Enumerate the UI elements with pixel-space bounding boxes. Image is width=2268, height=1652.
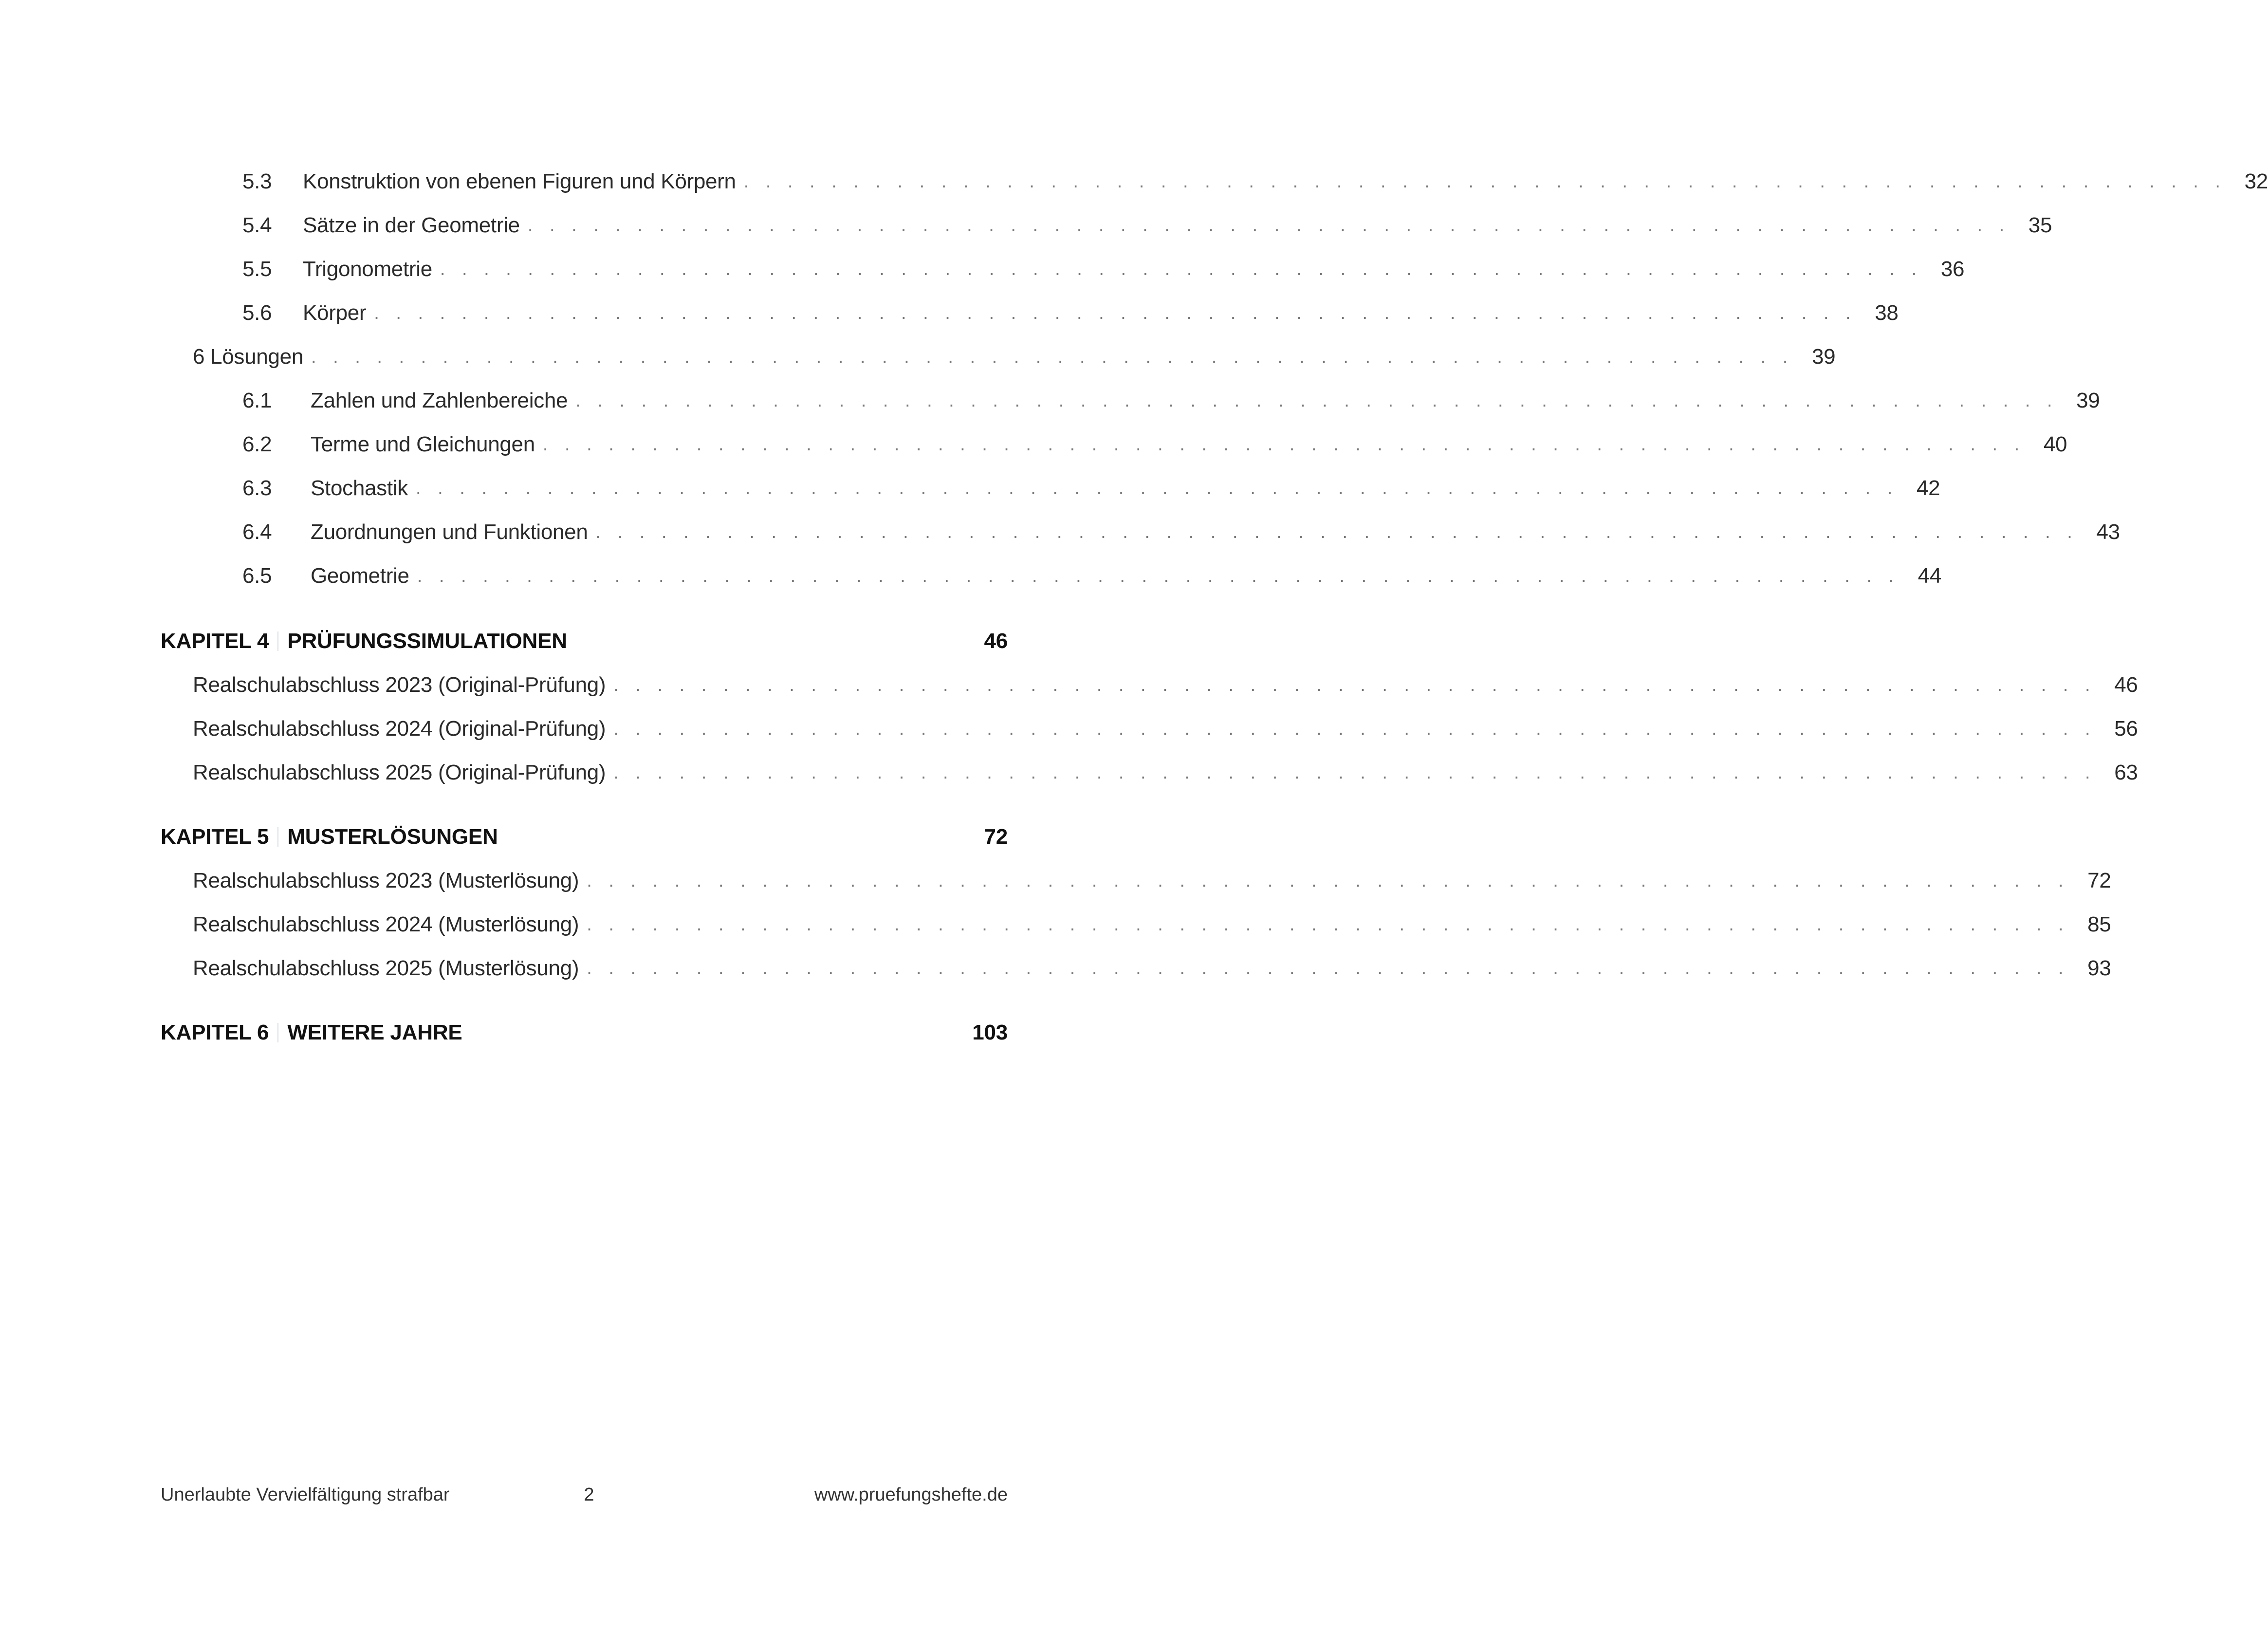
- toc-entry-title: Realschulabschluss 2023 (Original-Prüfung): [193, 673, 606, 697]
- toc-leader-dots: . . . . . . . . . . . . . . . . . . . . . . . . . . . . . . . . . . . . . . . . . . . . . . . . . . . . . . . . . . . . . . . . . . . .: [527, 215, 2010, 236]
- toc-entry-title: Stochastik: [311, 476, 408, 500]
- toc-entry-page: 42: [1916, 476, 1940, 500]
- toc-entry-kap5-2024[interactable]: [193, 903, 2111, 947]
- toc-entry-title: Trigonometrie: [303, 257, 432, 281]
- toc-entry-6-4[interactable]: [242, 510, 2120, 554]
- toc-leader-dots: . . . . . . . . . . . . . . . . . . . . . . . . . . . . . . . . . . . . . . . . . . . . . . . . . . . . . . . . . . . . . . . . . . . .: [587, 870, 2069, 891]
- toc-entry-number: 5.4: [242, 213, 272, 237]
- toc-entry-number: 5.6: [242, 301, 272, 325]
- toc-entry-kap4-2023[interactable]: [193, 663, 2138, 707]
- toc-entry-page: 36: [1940, 257, 1965, 281]
- toc-leader-dots: . . . . . . . . . . . . . . . . . . . . . . . . . . . . . . . . . . . . . . . . . . . . . . . . . . . . . . . . . . . . . . . . . . . .: [613, 674, 2096, 695]
- toc-entry-page: 35: [2028, 213, 2052, 237]
- footer-website-link[interactable]: www.pruefungshefte.de: [814, 1485, 1008, 1505]
- toc-entry-kap5-2025[interactable]: [193, 947, 2111, 990]
- toc-entry-page: 93: [2087, 956, 2111, 980]
- toc-entry-number: 6.4: [242, 520, 272, 544]
- toc-entry-page: 44: [1918, 564, 1941, 588]
- toc-entry-page: 40: [2043, 432, 2067, 456]
- chapter-title: PRÜFUNGSSIMULATIONEN: [287, 629, 567, 653]
- toc-entry-page: 43: [2096, 520, 2120, 544]
- toc-leader-dots: . . . . . . . . . . . . . . . . . . . . . . . . . . . . . . . . . . . . . . . . . . . . . . . . . . . . . . . . . . . . . . . . . . . .: [587, 958, 2069, 979]
- chapter-page: 72: [984, 825, 1008, 849]
- footer-copyright-notice: Unerlaubte Vervielfältigung strafbar: [161, 1485, 450, 1505]
- chapter-page: 103: [972, 1021, 1008, 1044]
- toc-entry-6-loesungen[interactable]: [193, 335, 1836, 379]
- toc-entry-page: 39: [1811, 345, 1836, 369]
- chapter-separator: [277, 631, 278, 651]
- toc-leader-dots: . . . . . . . . . . . . . . . . . . . . . . . . . . . . . . . . . . . . . . . . . . . . . . . . . . . . . . . . . . . . . . . . . . . .: [417, 565, 1899, 586]
- chapter-title: MUSTERLÖSUNGEN: [287, 825, 498, 849]
- toc-leader-dots: . . . . . . . . . . . . . . . . . . . . . . . . . . . . . . . . . . . . . . . . . . . . . . . . . . . . . . . . . . . . . . . . . . . .: [542, 434, 2026, 455]
- toc-entry-5-4[interactable]: [242, 204, 2052, 247]
- chapter-label: KAPITEL 4: [161, 629, 269, 653]
- toc-entry-number: 6.5: [242, 564, 272, 588]
- toc-entry-number: 6.1: [242, 389, 272, 412]
- toc-entry-title: Realschulabschluss 2024 (Original-Prüfung): [193, 717, 606, 741]
- toc-entry-title: Zuordnungen und Funktionen: [311, 520, 588, 544]
- toc-entry-title: Körper: [303, 301, 367, 325]
- toc-entry-title: 6 Lösungen: [193, 345, 303, 369]
- toc-entry-kap4-2024[interactable]: [193, 707, 2138, 751]
- toc-leader-dots: . . . . . . . . . . . . . . . . . . . . . . . . . . . . . . . . . . . . . . . . . . . . . . . . . . . . . . . . . . . . . . . . . . . .: [613, 718, 2096, 739]
- toc-leader-dots: . . . . . . . . . . . . . . . . . . . . . . . . . . . . . . . . . . . . . . . . . . . . . . . . . . . . . . . . . . . . . . . . . . . .: [575, 390, 2058, 411]
- chapter-heading-6[interactable]: [161, 1011, 1008, 1055]
- toc-entry-kap5-2023[interactable]: [193, 859, 2111, 903]
- toc-entry-title: Realschulabschluss 2023 (Musterlösung): [193, 869, 579, 892]
- toc-entry-5-5[interactable]: [242, 247, 1965, 291]
- chapter-heading-5[interactable]: [161, 815, 1008, 859]
- toc-entry-5-3[interactable]: [242, 160, 2268, 204]
- toc-entry-number: 6.2: [242, 432, 272, 456]
- toc-entry-title: Realschulabschluss 2025 (Original-Prüfung): [193, 761, 606, 784]
- toc-entry-5-6[interactable]: [242, 291, 1899, 335]
- toc-entry-6-1[interactable]: [242, 379, 2100, 423]
- toc-leader-dots: . . . . . . . . . . . . . . . . . . . . . . . . . . . . . . . . . . . . . . . . . . . . . . . . . . . . . . . . . . . . . . . . . . . .: [311, 346, 1794, 367]
- toc-leader-dots: . . . . . . . . . . . . . . . . . . . . . . . . . . . . . . . . . . . . . . . . . . . . . . . . . . . . . . . . . . . . . . . . . . . .: [743, 171, 2226, 192]
- toc-leader-dots: . . . . . . . . . . . . . . . . . . . . . . . . . . . . . . . . . . . . . . . . . . . . . . . . . . . . . . . . . . . . . . . . . . . .: [374, 302, 1857, 323]
- chapter-label: KAPITEL 6: [161, 1021, 269, 1044]
- toc-entry-page: 46: [2114, 673, 2138, 697]
- toc-entry-6-3[interactable]: [242, 466, 1940, 510]
- toc-entry-6-5[interactable]: [242, 554, 1941, 598]
- chapter-separator: [277, 827, 278, 847]
- chapter-title: WEITERE JAHRE: [287, 1021, 462, 1044]
- toc-entry-title: Realschulabschluss 2024 (Musterlösung): [193, 912, 579, 936]
- toc-entry-6-2[interactable]: [242, 423, 2067, 466]
- footer-page-number: 2: [584, 1485, 594, 1505]
- toc-leader-dots: . . . . . . . . . . . . . . . . . . . . . . . . . . . . . . . . . . . . . . . . . . . . . . . . . . . . . . . . . . . . . . . . . . . .: [595, 521, 2078, 542]
- toc-entry-number: 5.5: [242, 257, 272, 281]
- toc-entry-page: 72: [2087, 869, 2111, 892]
- chapter-heading-4[interactable]: [161, 619, 1008, 663]
- toc-leader-dots: . . . . . . . . . . . . . . . . . . . . . . . . . . . . . . . . . . . . . . . . . . . . . . . . . . . . . . . . . . . . . . . . . . . .: [416, 478, 1899, 499]
- toc-entry-number: 6.3: [242, 476, 272, 500]
- toc-entry-title: Zahlen und Zahlenbereiche: [311, 389, 568, 412]
- toc-entry-kap4-2025[interactable]: [193, 751, 2138, 795]
- toc-entry-page: 56: [2114, 717, 2138, 741]
- toc-entry-title: Terme und Gleichungen: [311, 432, 535, 456]
- toc-entry-title: Konstruktion von ebenen Figuren und Körpern: [303, 169, 736, 193]
- toc-leader-dots: . . . . . . . . . . . . . . . . . . . . . . . . . . . . . . . . . . . . . . . . . . . . . . . . . . . . . . . . . . . . . . . . . . . .: [587, 914, 2069, 935]
- chapter-page: 46: [984, 629, 1008, 653]
- toc-entry-number: 5.3: [242, 169, 272, 193]
- toc-entry-page: 32: [2244, 169, 2268, 193]
- chapter-label: KAPITEL 5: [161, 825, 269, 849]
- toc-entry-title: Sätze in der Geometrie: [303, 213, 520, 237]
- toc-entry-title: Geometrie: [311, 564, 409, 588]
- toc-entry-page: 63: [2114, 761, 2138, 784]
- toc-entry-page: 85: [2087, 912, 2111, 936]
- chapter-separator: [277, 1023, 278, 1042]
- toc-entry-page: 39: [2076, 389, 2100, 412]
- toc-leader-dots: . . . . . . . . . . . . . . . . . . . . . . . . . . . . . . . . . . . . . . . . . . . . . . . . . . . . . . . . . . . . . . . . . . . .: [613, 762, 2096, 783]
- toc-entry-title: Realschulabschluss 2025 (Musterlösung): [193, 956, 579, 980]
- toc-entry-page: 38: [1875, 301, 1899, 325]
- toc-leader-dots: . . . . . . . . . . . . . . . . . . . . . . . . . . . . . . . . . . . . . . . . . . . . . . . . . . . . . . . . . . . . . . . . . . . .: [440, 259, 1923, 279]
